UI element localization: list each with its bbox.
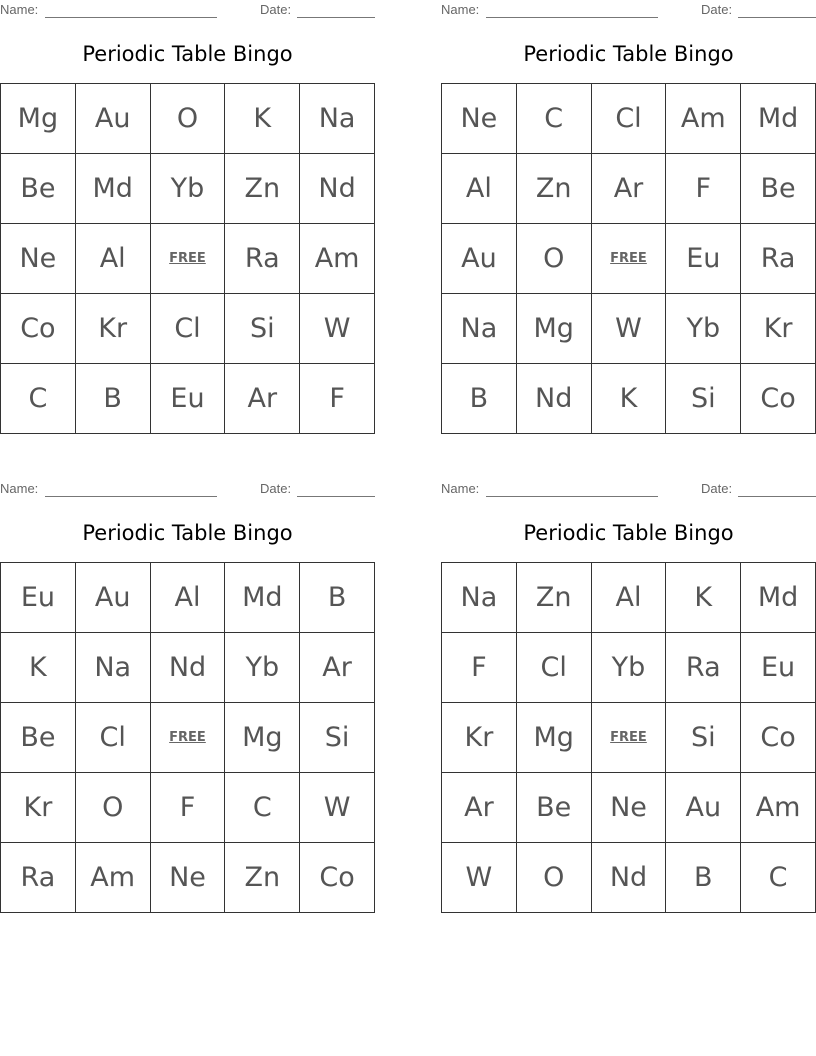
element-cell: Cl bbox=[76, 703, 151, 773]
name-blank-line bbox=[45, 496, 217, 497]
element-cell: Na bbox=[442, 294, 517, 364]
element-cell: Be bbox=[1, 703, 76, 773]
name-date-header bbox=[441, 481, 816, 499]
free-space-cell: FREE bbox=[151, 703, 226, 773]
bingo-grid bbox=[0, 83, 375, 434]
date-label: Date: bbox=[260, 481, 292, 496]
name-label: Name: bbox=[0, 2, 39, 17]
element-cell: W bbox=[592, 294, 667, 364]
element-cell: C bbox=[225, 773, 300, 843]
element-cell: Am bbox=[76, 843, 151, 913]
bingo-card bbox=[0, 0, 375, 440]
element-cell: Kr bbox=[442, 703, 517, 773]
element-cell: Na bbox=[442, 563, 517, 633]
element-cell: Ar bbox=[592, 154, 667, 224]
bingo-card bbox=[441, 479, 816, 919]
element-cell: Al bbox=[592, 563, 667, 633]
element-cell: Al bbox=[76, 224, 151, 294]
element-cell: Am bbox=[741, 773, 816, 843]
element-cell: Nd bbox=[592, 843, 667, 913]
element-cell: Mg bbox=[517, 703, 592, 773]
element-cell: Zn bbox=[225, 154, 300, 224]
element-cell: Eu bbox=[1, 563, 76, 633]
element-cell: Kr bbox=[76, 294, 151, 364]
element-cell: Ar bbox=[442, 773, 517, 843]
element-cell: Nd bbox=[300, 154, 375, 224]
element-cell: F bbox=[442, 633, 517, 703]
element-cell: Md bbox=[741, 84, 816, 154]
element-cell: Eu bbox=[151, 364, 226, 434]
element-cell: Be bbox=[517, 773, 592, 843]
date-label: Date: bbox=[701, 2, 733, 17]
date-blank-line bbox=[738, 496, 816, 497]
element-cell: Na bbox=[300, 84, 375, 154]
element-cell: Zn bbox=[517, 154, 592, 224]
element-cell: Si bbox=[225, 294, 300, 364]
element-cell: Ra bbox=[225, 224, 300, 294]
element-cell: Nd bbox=[517, 364, 592, 434]
element-cell: C bbox=[741, 843, 816, 913]
card-title: Periodic Table Bingo bbox=[523, 521, 734, 545]
element-cell: Zn bbox=[517, 563, 592, 633]
element-cell: F bbox=[666, 154, 741, 224]
date-blank-line bbox=[297, 496, 375, 497]
element-cell: Md bbox=[76, 154, 151, 224]
name-blank-line bbox=[486, 17, 658, 18]
element-cell: Kr bbox=[1, 773, 76, 843]
element-cell: Am bbox=[300, 224, 375, 294]
element-cell: Si bbox=[666, 364, 741, 434]
bingo-grid bbox=[0, 562, 375, 913]
element-cell: Mg bbox=[1, 84, 76, 154]
element-cell: Au bbox=[76, 563, 151, 633]
element-cell: O bbox=[517, 224, 592, 294]
element-cell: Nd bbox=[151, 633, 226, 703]
element-cell: Be bbox=[741, 154, 816, 224]
element-cell: Si bbox=[300, 703, 375, 773]
name-blank-line bbox=[45, 17, 217, 18]
element-cell: B bbox=[666, 843, 741, 913]
element-cell: Au bbox=[76, 84, 151, 154]
name-date-header bbox=[0, 481, 375, 499]
free-space-cell: FREE bbox=[592, 703, 667, 773]
name-date-header bbox=[0, 2, 375, 20]
element-cell: Mg bbox=[517, 294, 592, 364]
date-label: Date: bbox=[260, 2, 292, 17]
free-space-cell: FREE bbox=[151, 224, 226, 294]
element-cell: Ar bbox=[300, 633, 375, 703]
name-label: Name: bbox=[441, 481, 480, 496]
element-cell: B bbox=[76, 364, 151, 434]
element-cell: W bbox=[300, 773, 375, 843]
card-title: Periodic Table Bingo bbox=[523, 42, 734, 66]
element-cell: Mg bbox=[225, 703, 300, 773]
element-cell: Co bbox=[300, 843, 375, 913]
bingo-grid bbox=[441, 562, 816, 913]
element-cell: Au bbox=[442, 224, 517, 294]
element-cell: Yb bbox=[666, 294, 741, 364]
bingo-grid bbox=[441, 83, 816, 434]
element-cell: Eu bbox=[741, 633, 816, 703]
element-cell: O bbox=[151, 84, 226, 154]
element-cell: Ar bbox=[225, 364, 300, 434]
date-blank-line bbox=[738, 17, 816, 18]
element-cell: Co bbox=[1, 294, 76, 364]
element-cell: Al bbox=[151, 563, 226, 633]
element-cell: K bbox=[592, 364, 667, 434]
element-cell: Ra bbox=[666, 633, 741, 703]
element-cell: Au bbox=[666, 773, 741, 843]
element-cell: C bbox=[1, 364, 76, 434]
element-cell: B bbox=[442, 364, 517, 434]
element-cell: Ra bbox=[1, 843, 76, 913]
element-cell: Co bbox=[741, 364, 816, 434]
element-cell: Yb bbox=[151, 154, 226, 224]
date-label: Date: bbox=[701, 481, 733, 496]
name-label: Name: bbox=[0, 481, 39, 496]
element-cell: Yb bbox=[225, 633, 300, 703]
element-cell: O bbox=[517, 843, 592, 913]
element-cell: Ne bbox=[442, 84, 517, 154]
element-cell: Cl bbox=[592, 84, 667, 154]
card-title: Periodic Table Bingo bbox=[82, 42, 293, 66]
element-cell: Ra bbox=[741, 224, 816, 294]
element-cell: Be bbox=[1, 154, 76, 224]
name-date-header bbox=[441, 2, 816, 20]
element-cell: Md bbox=[225, 563, 300, 633]
element-cell: F bbox=[300, 364, 375, 434]
bingo-card bbox=[0, 479, 375, 919]
element-cell: Ne bbox=[1, 224, 76, 294]
element-cell: K bbox=[666, 563, 741, 633]
element-cell: Eu bbox=[666, 224, 741, 294]
element-cell: Ne bbox=[592, 773, 667, 843]
element-cell: Md bbox=[741, 563, 816, 633]
element-cell: F bbox=[151, 773, 226, 843]
element-cell: Na bbox=[76, 633, 151, 703]
card-title: Periodic Table Bingo bbox=[82, 521, 293, 545]
element-cell: K bbox=[1, 633, 76, 703]
element-cell: Al bbox=[442, 154, 517, 224]
element-cell: O bbox=[76, 773, 151, 843]
element-cell: Ne bbox=[151, 843, 226, 913]
element-cell: Am bbox=[666, 84, 741, 154]
element-cell: Kr bbox=[741, 294, 816, 364]
date-blank-line bbox=[297, 17, 375, 18]
element-cell: C bbox=[517, 84, 592, 154]
element-cell: Yb bbox=[592, 633, 667, 703]
element-cell: Cl bbox=[151, 294, 226, 364]
element-cell: W bbox=[300, 294, 375, 364]
element-cell: K bbox=[225, 84, 300, 154]
free-space-cell: FREE bbox=[592, 224, 667, 294]
element-cell: Cl bbox=[517, 633, 592, 703]
element-cell: Si bbox=[666, 703, 741, 773]
name-blank-line bbox=[486, 496, 658, 497]
element-cell: W bbox=[442, 843, 517, 913]
element-cell: Co bbox=[741, 703, 816, 773]
element-cell: B bbox=[300, 563, 375, 633]
name-label: Name: bbox=[441, 2, 480, 17]
element-cell: Zn bbox=[225, 843, 300, 913]
bingo-card bbox=[441, 0, 816, 440]
